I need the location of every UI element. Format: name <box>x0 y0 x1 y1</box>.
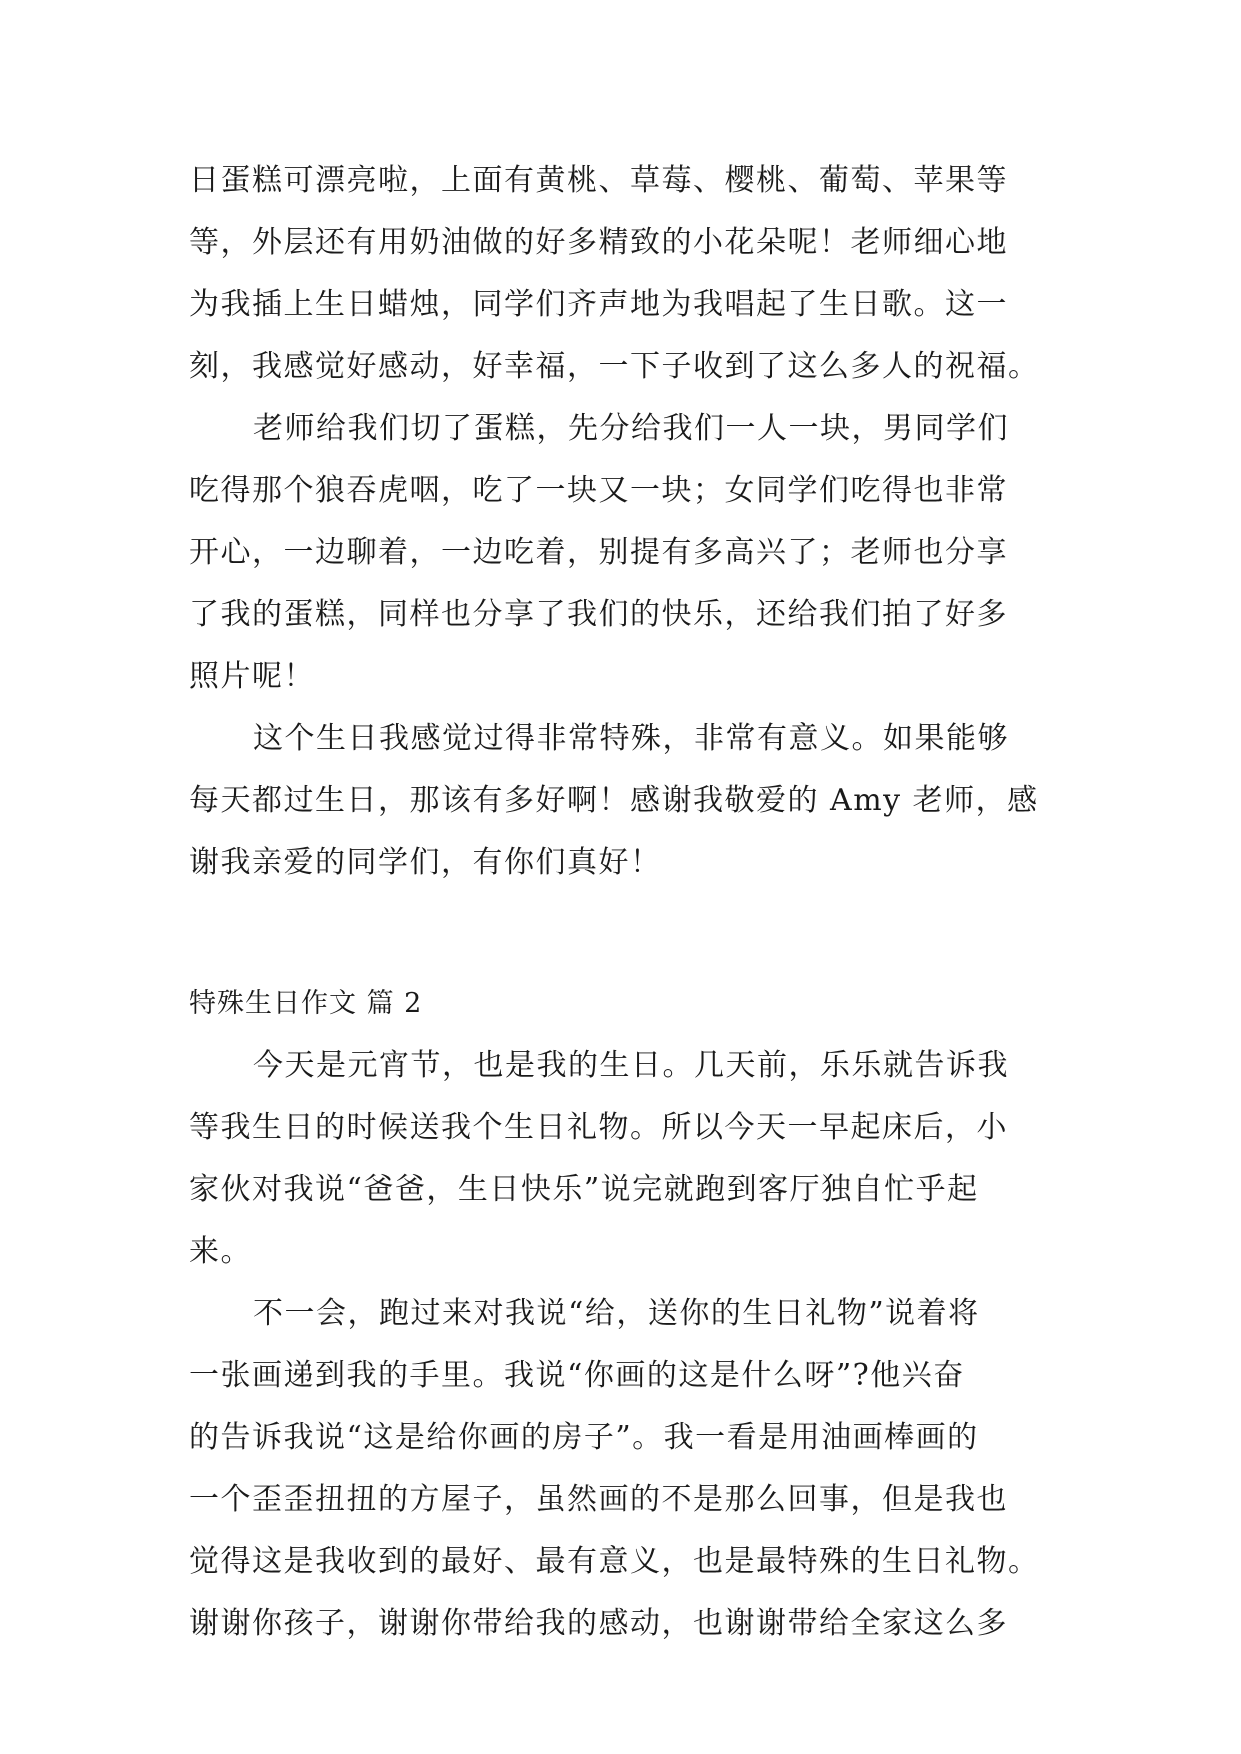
text-line: 觉得这是我收到的最好、最有意义，也是最特殊的生日礼物。 <box>189 1544 1040 1579</box>
text-line: 谢我亲爱的同学们，有你们真好！ <box>189 845 662 880</box>
text-line: 一个歪歪扭扭的方屋子，虽然画的不是那么回事，但是我也 <box>189 1482 1008 1517</box>
text-line: 了我的蛋糕，同样也分享了我们的快乐，还给我们拍了好多 <box>189 597 1008 632</box>
text-line: 刻，我感觉好感动，好幸福，一下子收到了这么多人的祝福。 <box>189 349 1040 384</box>
text-line: 不一会，跑过来对我说“给，送你的生日礼物”说着将 <box>253 1296 980 1331</box>
text-line: 吃得那个狼吞虎咽，吃了一块又一块；女同学们吃得也非常 <box>189 473 1008 508</box>
text-line: 这个生日我感觉过得非常特殊，非常有意义。如果能够 <box>253 721 1009 756</box>
text-line: 日蛋糕可漂亮啦，上面有黄桃、草莓、樱桃、葡萄、苹果等 <box>189 163 1008 198</box>
text-line: 等我生日的时候送我个生日礼物。所以今天一早起床后，小 <box>189 1110 1008 1145</box>
text-line: 家伙对我说“爸爸，生日快乐”说完就跑到客厅独自忙乎起 <box>189 1172 979 1207</box>
paragraph <box>189 708 1055 894</box>
section-title: 特殊生日作文 篇 2 <box>189 988 423 1019</box>
paragraph <box>189 1283 1055 1655</box>
paragraph <box>189 150 1055 398</box>
text-line: 为我插上生日蜡烛，同学们齐声地为我唱起了生日歌。这一 <box>189 287 1008 322</box>
text-line: 今天是元宵节，也是我的生日。几天前，乐乐就告诉我 <box>253 1048 1009 1083</box>
text-line: 照片呢！ <box>189 659 315 694</box>
paragraph <box>189 398 1055 708</box>
text-line: 的告诉我说“这是给你画的房子”。我一看是用油画棒画的 <box>189 1420 979 1455</box>
text-line: 谢谢你孩子，谢谢你带给我的感动，也谢谢带给全家这么多 <box>189 1606 1008 1641</box>
text-line: 来。 <box>189 1234 252 1269</box>
text-line: 一张画递到我的手里。我说“你画的这是什么呀”?他兴奋 <box>189 1358 965 1393</box>
text-line: 老师给我们切了蛋糕，先分给我们一人一块，男同学们 <box>253 411 1009 446</box>
section-spacer <box>189 894 1055 973</box>
text-line: 等，外层还有用奶油做的好多精致的小花朵呢！老师细心地 <box>189 225 1008 260</box>
text-line: 开心，一边聊着，一边吃着，别提有多高兴了；老师也分享 <box>189 535 1008 570</box>
paragraph <box>189 1035 1055 1283</box>
document-body <box>189 150 1055 1655</box>
text-line: 每天都过生日，那该有多好啊！感谢我敬爱的 Amy 老师，感 <box>189 783 1039 818</box>
